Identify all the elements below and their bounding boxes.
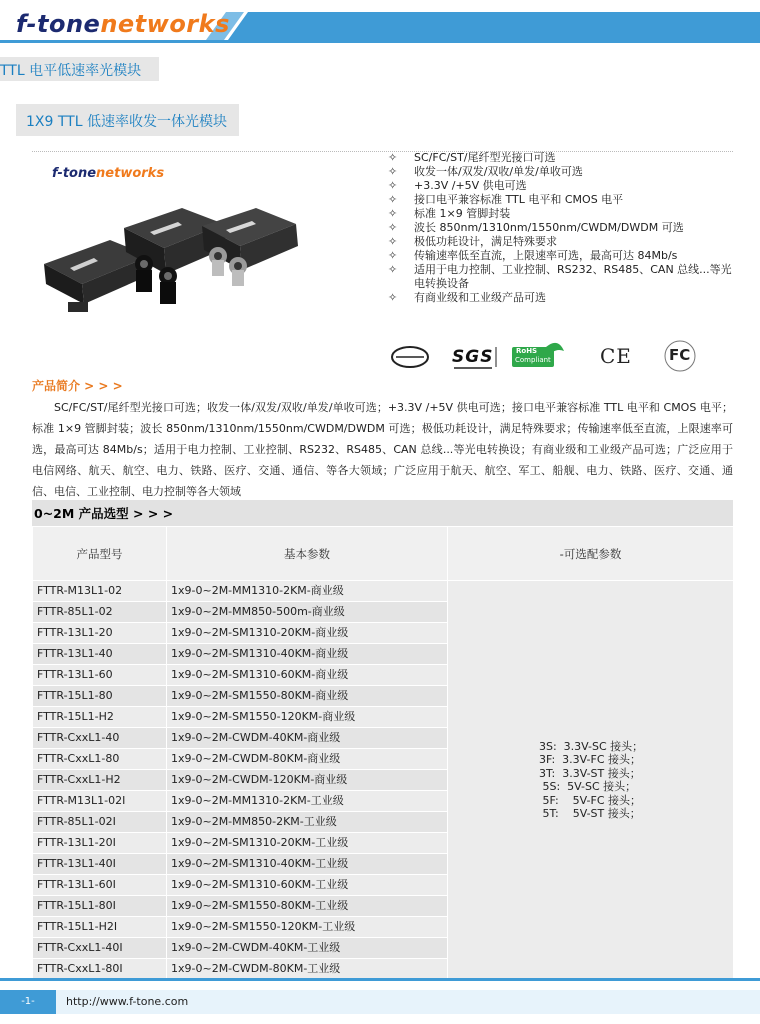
diamond-bullet-icon: ✧	[388, 179, 398, 192]
feature-item	[388, 221, 733, 235]
cell-model: FTTR-CxxL1-80	[33, 749, 167, 770]
options-list	[536, 740, 646, 821]
diamond-bullet-icon: ✧	[388, 207, 398, 220]
option-item: 3T: 3.3V-ST 接头；	[535, 766, 641, 780]
table-row	[33, 581, 734, 602]
cell-model: FTTR-M13L1-02I	[33, 791, 167, 812]
ce-mark: CE	[600, 344, 632, 368]
feature-text: 有商业级和工业级产品可选	[414, 291, 546, 304]
feature-text: 接口电平兼容标准 TTL 电平和 CMOS 电平	[414, 193, 624, 206]
diamond-bullet-icon: ✧	[388, 263, 398, 276]
feature-text: 波长 850nm/1310nm/1550nm/CWDM/DWDM 可选	[414, 221, 684, 234]
cell-options	[448, 581, 734, 980]
cell-model: FTTR-13L1-60	[33, 665, 167, 686]
feature-text: 收发一体/双发/双收/单发/单收可选	[414, 165, 583, 178]
photo-logo-part2: networks	[96, 166, 165, 181]
col-header-options: -可选配参数	[448, 527, 734, 581]
page-header	[0, 0, 760, 44]
feature-item	[388, 235, 733, 249]
cell-model: FTTR-13L1-60I	[33, 875, 167, 896]
option-item: 5S: 5V-SC 接头；	[535, 780, 637, 793]
cell-basic-params: 1x9-0~2M-MM850-500m-商业级	[167, 602, 448, 623]
feature-item	[388, 291, 733, 305]
feature-item	[388, 179, 733, 193]
cell-basic-params: 1x9-0~2M-SM1310-40KM-工业级	[167, 854, 448, 875]
subsection-title	[16, 104, 239, 136]
option-item: 5T: 5V-ST 接头；	[535, 807, 641, 820]
cell-basic-params: 1x9-0~2M-MM850-2KM-工业级	[167, 812, 448, 833]
cell-model: FTTR-15L1-H2	[33, 707, 167, 728]
feature-item	[388, 151, 733, 165]
cell-model: FTTR-M13L1-02	[33, 581, 167, 602]
cell-basic-params: 1x9-0~2M-SM1550-80KM-商业级	[167, 686, 448, 707]
cell-basic-params: 1x9-0~2M-SM1550-120KM-工业级	[167, 917, 448, 938]
table-heading-bar	[32, 500, 733, 526]
cell-model: FTTR-85L1-02I	[33, 812, 167, 833]
table-body	[33, 581, 734, 980]
cell-model: FTTR-13L1-40	[33, 644, 167, 665]
optical-modules-image	[32, 152, 376, 364]
cell-basic-params: 1x9-0~2M-MM1310-2KM-工业级	[167, 791, 448, 812]
cell-basic-params: 1x9-0~2M-CWDM-40KM-工业级	[167, 938, 448, 959]
intro-heading: 产品简介 > > >	[32, 379, 123, 393]
cell-model: FTTR-13L1-40I	[33, 854, 167, 875]
cell-model: FTTR-85L1-02	[33, 602, 167, 623]
feature-text: 传输速率低至直流，上限速率可选，最高可达 84Mb/s	[414, 249, 678, 262]
feature-text: 标准 1×9 管脚封装	[414, 207, 511, 220]
table-heading: 0~2M 产品选型 > > >	[34, 506, 174, 521]
cell-basic-params: 1x9-0~2M-SM1550-80KM-工业级	[167, 896, 448, 917]
feature-item	[388, 165, 733, 179]
brand-logo-part2: networks	[100, 10, 230, 38]
cell-model: FTTR-15L1-80I	[33, 896, 167, 917]
diamond-bullet-icon: ✧	[388, 193, 398, 206]
cell-basic-params: 1x9-0~2M-SM1310-40KM-商业级	[167, 644, 448, 665]
option-item: 3F: 3.3V-FC 接头；	[535, 753, 642, 766]
diamond-bullet-icon: ✧	[388, 235, 398, 248]
cell-basic-params: 1x9-0~2M-CWDM-80KM-工业级	[167, 959, 448, 980]
cell-model: FTTR-13L1-20I	[33, 833, 167, 854]
option-item: 3S: 3.3V-SC 接头；	[535, 739, 644, 753]
diamond-bullet-icon: ✧	[388, 221, 398, 234]
cell-basic-params: 1x9-0~2M-SM1310-60KM-工业级	[167, 875, 448, 896]
cell-basic-params: 1x9-0~2M-CWDM-40KM-商业级	[167, 728, 448, 749]
cell-basic-params: 1x9-0~2M-SM1310-60KM-商业级	[167, 665, 448, 686]
footer-url-link[interactable]: http://www.f-tone.com	[66, 995, 189, 1008]
photo-logo-part1: f-tone	[52, 166, 97, 181]
col-header-basic-params: 基本参数	[167, 527, 448, 581]
diamond-bullet-icon: ✧	[388, 249, 398, 262]
section-title-text: TTL 电平低速率光模块	[0, 63, 142, 79]
sgs-logo-text: SGS	[452, 347, 494, 367]
brand-logo-part1: f-tone	[16, 10, 101, 38]
subsection-title-text: 1X9 TTL 低速率收发一体光模块	[26, 114, 227, 130]
cell-model: FTTR-CxxL1-H2	[33, 770, 167, 791]
feature-text: SC/FC/ST/尾纤型光接口可选	[414, 151, 556, 164]
feature-item	[388, 207, 733, 221]
page-footer	[0, 978, 760, 1024]
option-item: 5F: 5V-FC 接头；	[535, 793, 642, 807]
cell-model: FTTR-CxxL1-40	[33, 728, 167, 749]
cell-model: FTTR-15L1-H2I	[33, 917, 167, 938]
table-header-row	[33, 527, 734, 581]
cell-basic-params: 1x9-0~2M-MM1310-2KM-商业级	[167, 581, 448, 602]
footer-rule	[0, 978, 760, 981]
diamond-bullet-icon: ✧	[388, 151, 398, 164]
feature-item	[388, 193, 733, 207]
section-title	[0, 57, 159, 81]
diamond-bullet-icon: ✧	[388, 291, 398, 304]
cell-model: FTTR-13L1-20	[33, 623, 167, 644]
cell-basic-params: 1x9-0~2M-SM1550-120KM-商业级	[167, 707, 448, 728]
feature-text: +3.3V /+5V 供电可选	[414, 179, 527, 192]
cell-model: FTTR-CxxL1-80I	[33, 959, 167, 980]
intro-paragraph: SC/FC/ST/尾纤型光接口可选；收发一体/双发/双收/单发/单收可选；+3.3V /+5V 供电可选；接口电平兼容标准 TTL 电平和 CMOS 电平；标准 1×9 管脚封装；波长 850nm/1310nm/1550nm/CWDM/DWDM 可选；极低功耗设计，满足特殊要求；传输速率低至直流，上限速率可选，最高可达 84Mb/s；适用于电力控制、工业控制、RS232、RS485、CAN 总线...等光电转换设；有商业级和工业级产品可选；广泛应用于电信网络、航天、航空、电力、铁路、医疗、交通、通信、等各大领域；广泛应用于航天、航空、军工、船舰、电力、铁路、医疗、交通、通信、电信、工业控制、电力控制等各大领域	[32, 401, 733, 498]
feature-list	[388, 151, 733, 305]
product-selection-table	[32, 526, 734, 980]
brand-logo	[16, 10, 230, 38]
product-photo	[32, 152, 376, 364]
cell-model: FTTR-15L1-80	[33, 686, 167, 707]
fc-mark: FC	[669, 346, 691, 364]
page-number: -1-	[0, 990, 56, 1014]
feature-item	[388, 249, 733, 263]
rohs-logo-text: RoHS	[516, 347, 538, 355]
certification-logos	[388, 337, 733, 373]
feature-item	[388, 263, 733, 291]
diamond-bullet-icon: ✧	[388, 165, 398, 178]
rohs-compliant-text: Compliant	[515, 356, 551, 364]
cell-basic-params: 1x9-0~2M-SM1310-20KM-商业级	[167, 623, 448, 644]
col-header-model: 产品型号	[33, 527, 167, 581]
cell-basic-params: 1x9-0~2M-SM1310-20KM-工业级	[167, 833, 448, 854]
cell-model: FTTR-CxxL1-40I	[33, 938, 167, 959]
feature-text: 适用于电力控制、工业控制、RS232、RS485、CAN 总线...等光电转换设备	[414, 263, 732, 290]
cell-basic-params: 1x9-0~2M-CWDM-80KM-商业级	[167, 749, 448, 770]
cell-basic-params: 1x9-0~2M-CWDM-120KM-商业级	[167, 770, 448, 791]
feature-text: 极低功耗设计，满足特殊要求	[414, 235, 557, 248]
